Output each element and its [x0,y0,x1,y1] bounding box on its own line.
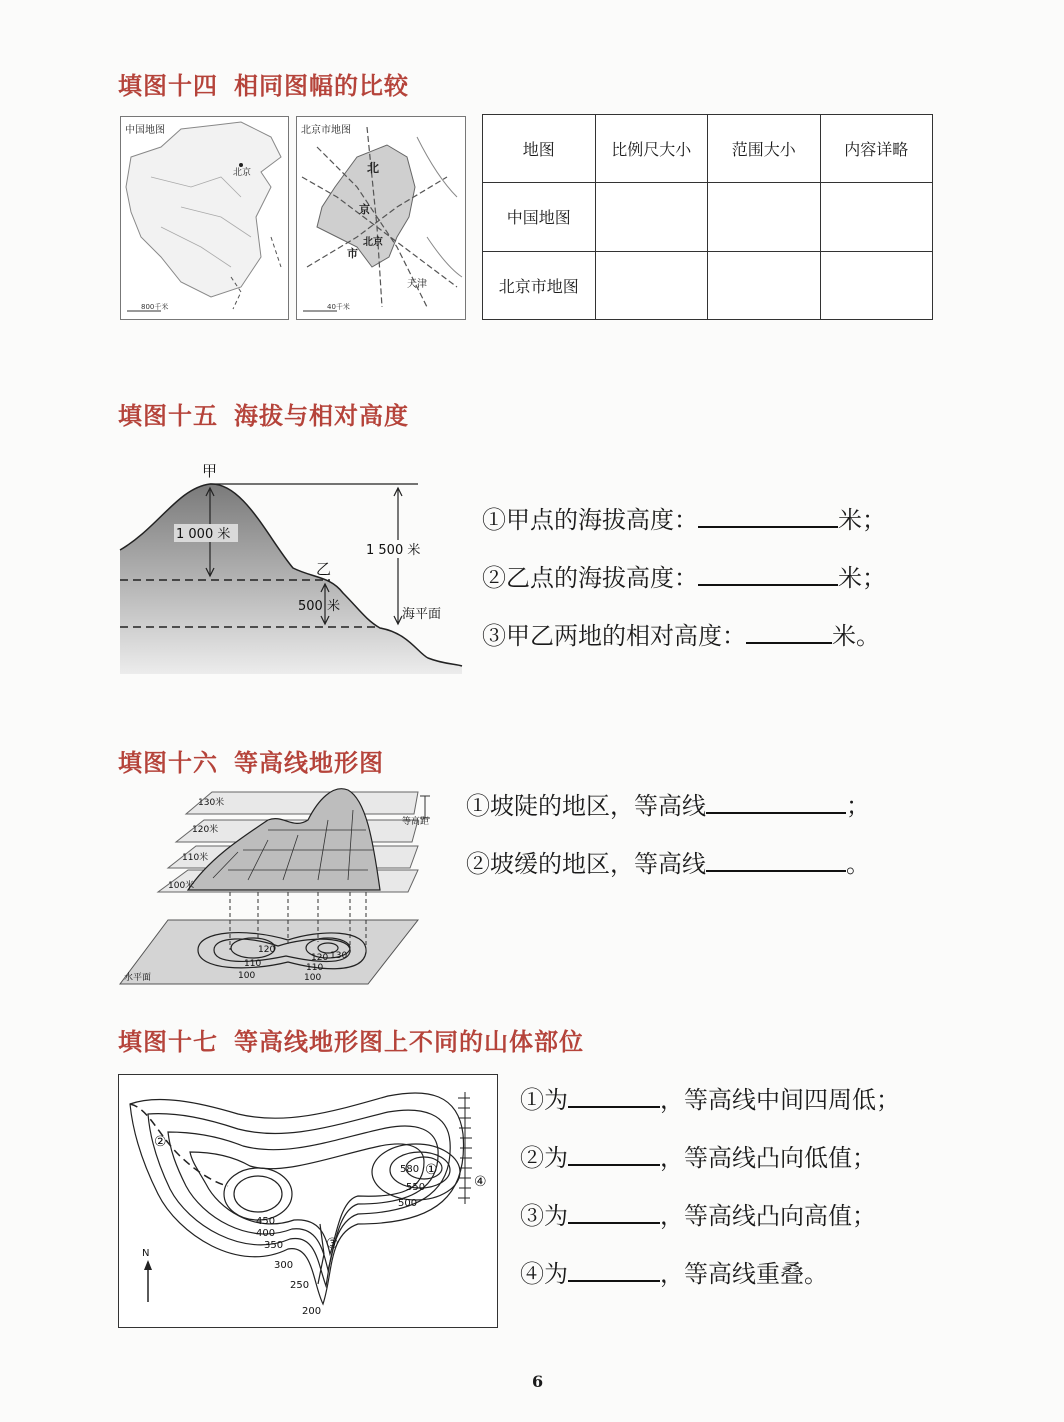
contour-label-580: 580 [400,1164,420,1175]
contour-label-200: 200 [302,1306,322,1317]
section-15-number: 填图十五 [118,402,218,430]
question-suffix: ，等高线凸向低值； [660,1144,876,1172]
answer-blank[interactable] [706,848,846,872]
question-text: ②为 [520,1144,568,1172]
contour-label-300: 300 [274,1260,294,1271]
table-cell-blank[interactable] [708,251,821,319]
contour-label-100: 100 [238,971,256,981]
mountain-parts-diagram [118,1074,498,1328]
question-text: ④为 [520,1260,568,1288]
contour-label-110b: 110 [306,963,324,973]
question-17-2 [520,1138,876,1173]
answer-blank[interactable] [568,1084,660,1108]
beijing-map-label-tianjin: 天津 [407,279,427,290]
section-17-heading: 等高线地形图上不同的山体部位 [234,1028,584,1056]
china-map-scale: 800千米 [141,303,169,311]
contour-label-130: 130 [330,951,348,961]
marker-4: ④ [474,1174,487,1190]
point-jia-label: 甲 [202,462,218,480]
question-suffix: 米； [838,564,886,592]
table-header-cell: 地图 [483,115,596,183]
plane-label-130: 130米 [198,798,225,808]
marker-3: ③ [326,1236,339,1252]
table-cell-blank[interactable] [595,183,708,251]
height-1500-label: 1 500 米 [366,543,421,558]
beijing-map-label-bei: 北 [367,161,380,175]
table-row-label: 北京市地图 [483,251,596,319]
answer-blank[interactable] [706,790,846,814]
height-500-label: 500 米 [298,599,340,614]
beijing-map-caption: 北京市地图 [301,125,351,136]
question-16-1 [466,786,870,821]
height-1000-label: 1 000 米 [176,527,231,542]
beijing-map [296,116,466,320]
contour-label-250: 250 [290,1280,310,1291]
section-15-heading: 海拔与相对高度 [234,402,409,430]
china-map-drawing [121,117,288,319]
contour-label-400: 400 [256,1228,276,1239]
question-suffix: ，等高线凸向高值； [660,1202,876,1230]
question-text: ③为 [520,1202,568,1230]
table-header-cell: 范围大小 [708,115,821,183]
marker-2: ② [154,1134,167,1150]
question-15-3 [482,616,880,651]
beijing-map-label-jing: 京 [359,203,370,216]
section-14-title [118,66,409,101]
page-number: 6 [532,1372,544,1391]
question-text: ①坡陡的地区，等高线 [466,792,706,820]
answer-blank[interactable] [568,1200,660,1224]
plane-label-110: 110米 [182,853,209,863]
contour-3d-diagram [118,780,448,990]
sea-level-label: 海平面 [402,607,442,622]
table-row [483,183,933,251]
table-header-cell: 比例尺大小 [595,115,708,183]
china-map-caption: 中国地图 [125,125,165,136]
question-17-3 [520,1196,876,1231]
section-17-title [118,1022,584,1057]
section-16-title [118,743,384,778]
plane-label-100: 100米 [168,881,195,891]
answer-blank[interactable] [568,1142,660,1166]
question-suffix: 米。 [832,622,880,650]
china-map [120,116,289,320]
map-comparison-table [482,114,933,320]
question-17-4 [520,1254,828,1289]
question-17-1 [520,1080,900,1115]
beijing-map-label-city: 北京 [363,237,383,248]
beijing-map-scale: 40千米 [327,303,350,311]
contour-label-350: 350 [264,1240,284,1251]
contour-label-100b: 100 [304,973,322,983]
table-row [483,251,933,319]
question-suffix: 米； [838,506,886,534]
table-row-label: 中国地图 [483,183,596,251]
question-text: ①为 [520,1086,568,1114]
table-cell-blank[interactable] [595,251,708,319]
table-header-row [483,115,933,183]
table-cell-blank[interactable] [820,251,933,319]
question-text: ②乙点的海拔高度： [482,564,698,592]
china-map-city: 北京 [233,168,252,178]
north-label: N [142,1248,150,1259]
altitude-diagram [118,458,464,674]
contour-label-110: 110 [244,959,262,969]
answer-blank[interactable] [746,620,832,644]
question-15-2 [482,558,886,593]
question-text: ③甲乙两地的相对高度： [482,622,746,650]
beijing-map-label-shi: 市 [347,247,358,260]
question-suffix: ，等高线重叠。 [660,1260,828,1288]
beijing-map-drawing [297,117,465,319]
contour-label-550: 550 [406,1182,426,1193]
question-text: ②坡缓的地区，等高线 [466,850,706,878]
section-14-number: 填图十四 [118,72,218,100]
section-16-number: 填图十六 [118,749,218,777]
question-suffix: 。 [846,850,870,878]
point-yi-label: 乙 [316,560,332,578]
contour-label-500: 500 [398,1198,418,1209]
table-header-cell: 内容详略 [820,115,933,183]
question-suffix: ，等高线中间四周低； [660,1086,900,1114]
marker-1: ① [425,1162,438,1178]
answer-blank[interactable] [698,562,838,586]
section-15-title [118,396,409,431]
base-plane-label: 水平面 [124,973,152,983]
section-14-heading: 相同图幅的比较 [234,72,409,100]
section-17-number: 填图十七 [118,1028,218,1056]
question-text: ①甲点的海拔高度： [482,506,698,534]
question-15-1 [482,500,886,535]
contour-label-120: 120 [258,945,276,955]
answer-blank[interactable] [698,504,838,528]
contour-label-450: 450 [256,1216,276,1227]
contour-label-120b: 120 [311,953,329,963]
table-cell-blank[interactable] [820,183,933,251]
plane-label-120: 120米 [192,825,219,835]
section-16-heading: 等高线地形图 [234,749,384,777]
question-16-2 [466,844,870,879]
contour-interval-label: 等高距 [402,817,430,827]
question-suffix: ； [846,792,870,820]
answer-blank[interactable] [568,1258,660,1282]
table-cell-blank[interactable] [708,183,821,251]
